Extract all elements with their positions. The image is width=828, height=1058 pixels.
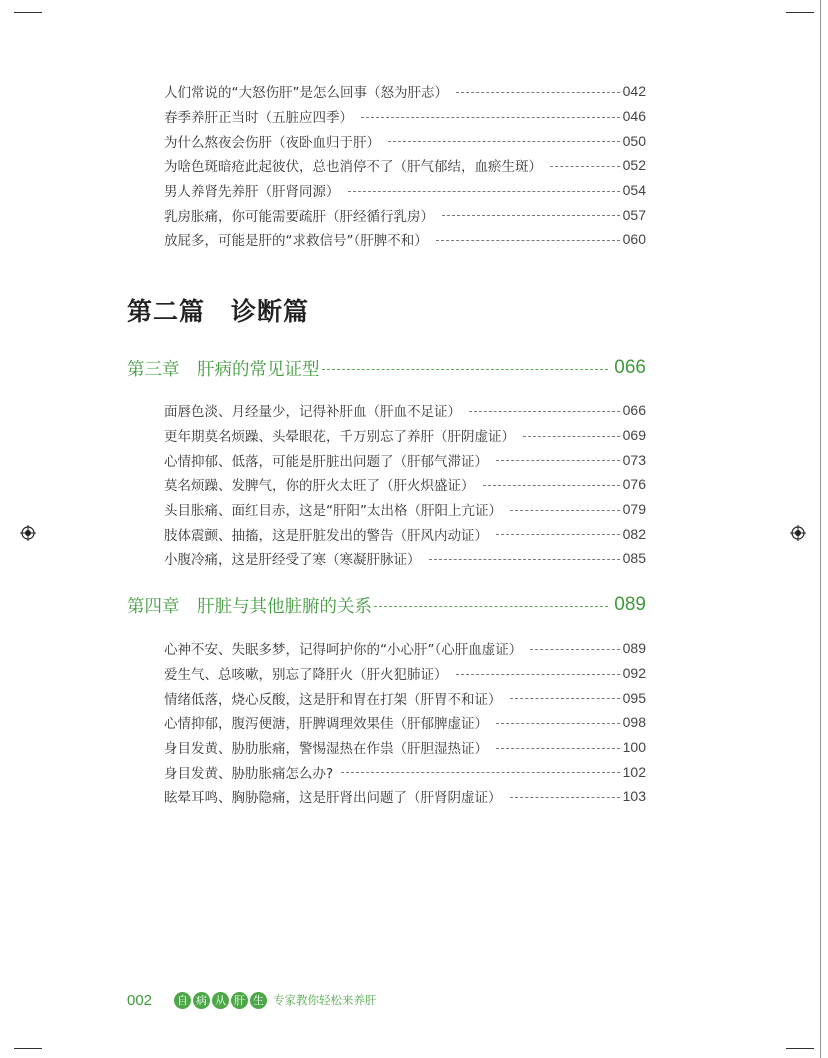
toc-entry-title: 头目胀痛、面红目赤，这是“肝阳”太出格（肝阳上亢证） (164, 503, 502, 520)
toc-entry-page: 102 (622, 763, 646, 780)
toc-entry-title: 放屁多，可能是肝的“求救信号”（肝脾不和） (164, 233, 428, 250)
toc-entry[interactable] (164, 178, 646, 203)
toc-entry-title: 小腹冷痛，这是肝经受了寒（寒凝肝脉证） (164, 552, 421, 569)
registration-mark-icon (20, 525, 36, 541)
leader-dots (510, 698, 620, 699)
leader-dots (510, 797, 620, 798)
toc-list-chapter-3 (164, 398, 646, 571)
part-title: 第二篇 诊断篇 (127, 297, 310, 326)
toc-entry[interactable] (164, 79, 646, 104)
toc-entry-page: 076 (622, 476, 646, 493)
toc-entry[interactable] (164, 447, 646, 472)
leader-dots (456, 92, 620, 93)
leader-dots (550, 166, 620, 167)
toc-entry-title: 春季养肝正当时（五脏应四季） (164, 110, 353, 127)
book-title-badge: 肝 (231, 992, 248, 1009)
leader-dots (483, 485, 620, 486)
toc-list-chapter-4 (164, 636, 646, 809)
toc-entry-page: 046 (622, 108, 646, 125)
toc-entry-page: 100 (622, 739, 646, 756)
leader-dots (388, 141, 620, 142)
toc-entry[interactable] (164, 227, 646, 252)
toc-entry-title: 更年期莫名烦躁、头晕眼花，千万别忘了养肝（肝阴虚证） (164, 429, 515, 446)
toc-entry[interactable] (164, 202, 646, 227)
book-title-badge: 病 (193, 992, 210, 1009)
toc-entry-page: 050 (622, 132, 646, 149)
toc-entry[interactable] (164, 661, 646, 686)
toc-entry-title: 身目发黄、胁肋胀痛怎么办? (164, 765, 334, 782)
toc-entry-page: 085 (622, 550, 646, 567)
leader-dots (530, 649, 619, 650)
toc-entry-page: 060 (622, 231, 646, 248)
toc-entry-page: 098 (622, 714, 646, 731)
toc-entry[interactable] (164, 423, 646, 448)
toc-entry-title: 人们常说的“大怒伤肝”是怎么回事（怒为肝志） (164, 85, 448, 102)
toc-entry-page: 103 (622, 788, 646, 805)
toc-entry-title: 心神不安、失眠多梦，记得呵护你的“小心肝”（心肝血虚证） (164, 642, 523, 659)
toc-entry-title: 眩晕耳鸣、胸胁隐痛，这是肝肾出问题了（肝肾阴虚证） (164, 790, 502, 807)
toc-entry-title: 情绪低落，烧心反酸，这是肝和胃在打架（肝胃不和证） (164, 691, 502, 708)
toc-entry-title: 心情抑郁，腹泻便溏，肝脾调理效果佳（肝郁脾虚证） (164, 716, 488, 733)
leader-dots (436, 240, 620, 241)
toc-entry[interactable] (164, 497, 646, 522)
book-title-badge: 自 (174, 992, 191, 1009)
toc-entry-page: 079 (622, 501, 646, 518)
toc-entry[interactable] (164, 685, 646, 710)
toc-entry-page: 089 (622, 640, 646, 657)
chapter-heading-4[interactable] (127, 593, 646, 617)
toc-entry[interactable] (164, 521, 646, 546)
toc-entry-title: 面唇色淡、月经量少，记得补肝血（肝血不足证） (164, 404, 461, 421)
leader-dots (496, 534, 620, 535)
toc-entry[interactable] (164, 104, 646, 129)
leader-dots (496, 723, 620, 724)
toc-entry-title: 爱生气、总咳嗽，别忘了降肝火（肝火犯肺证） (164, 667, 448, 684)
book-subtitle: 专家教你轻松来养肝 (273, 993, 377, 1007)
leader-dots (361, 117, 620, 118)
toc-entry-title: 为啥色斑暗疮此起彼伏，总也消停不了（肝气郁结，血瘀生斑） (164, 159, 542, 176)
crop-mark-top-right (786, 12, 814, 13)
chapter-page: 089 (614, 594, 646, 615)
toc-entry[interactable] (164, 128, 646, 153)
toc-entry-page: 066 (622, 402, 646, 419)
toc-entry[interactable] (164, 398, 646, 423)
toc-entry-title: 为什么熬夜会伤肝（夜卧血归于肝） (164, 134, 380, 151)
registration-mark-icon (790, 525, 806, 541)
leader-dots (348, 191, 620, 192)
leader-dots (469, 411, 620, 412)
chapter-title: 第四章 肝脏与其他脏腑的关系 (127, 596, 372, 617)
toc-entry[interactable] (164, 710, 646, 735)
leader-dots (374, 606, 608, 607)
toc-entry[interactable] (164, 472, 646, 497)
toc-entry-title: 莫名烦躁、发脾气，你的肝火太旺了（肝火炽盛证） (164, 478, 475, 495)
toc-entry-page: 092 (622, 665, 646, 682)
toc-entry-page: 082 (622, 525, 646, 542)
toc-entry-title: 男人养肾先养肝（肝肾同源） (164, 184, 340, 201)
book-title-badge: 从 (212, 992, 229, 1009)
toc-entry[interactable] (164, 636, 646, 661)
toc-entry-title: 肢体震颤、抽搐，这是肝脏发出的警告（肝风内动证） (164, 527, 488, 544)
toc-list-section-a (164, 79, 646, 252)
leader-dots (496, 748, 620, 749)
toc-entry[interactable] (164, 546, 646, 571)
leader-dots (442, 215, 620, 216)
toc-entry-title: 心情抑郁、低落，可能是肝脏出问题了（肝郁气滞证） (164, 453, 488, 470)
leader-dots (456, 674, 620, 675)
page-number: 002 (127, 991, 153, 1009)
toc-entry-page: 042 (622, 83, 646, 100)
chapter-heading-3[interactable] (127, 356, 646, 380)
toc-entry-page: 052 (622, 157, 646, 174)
crop-mark-bottom-right (786, 1048, 814, 1049)
crop-mark-top-left (14, 12, 42, 13)
toc-entry-page: 073 (622, 451, 646, 468)
chapter-page: 066 (614, 357, 646, 378)
toc-entry[interactable] (164, 153, 646, 178)
leader-dots (429, 559, 620, 560)
book-title-badge: 生 (250, 992, 267, 1009)
toc-entry-page: 054 (622, 182, 646, 199)
leader-dots (523, 436, 620, 437)
toc-entry-title: 乳房胀痛，你可能需要疏肝（肝经循行乳房） (164, 208, 434, 225)
leader-dots (341, 772, 619, 773)
toc-entry[interactable] (164, 784, 646, 809)
toc-entry-page: 095 (622, 689, 646, 706)
leader-dots (322, 369, 609, 370)
page-footer (127, 989, 377, 1011)
toc-entry-page: 057 (622, 206, 646, 223)
chapter-title: 第三章 肝病的常见证型 (127, 359, 320, 380)
toc-entry[interactable] (164, 735, 646, 760)
leader-dots (496, 460, 620, 461)
page-spine-line (820, 0, 821, 1058)
toc-entry[interactable] (164, 759, 646, 784)
toc-entry-title: 身目发黄、胁肋胀痛，警惕湿热在作祟（肝胆湿热证） (164, 741, 488, 758)
leader-dots (510, 510, 620, 511)
toc-entry-page: 069 (622, 427, 646, 444)
crop-mark-bottom-left (14, 1048, 42, 1049)
